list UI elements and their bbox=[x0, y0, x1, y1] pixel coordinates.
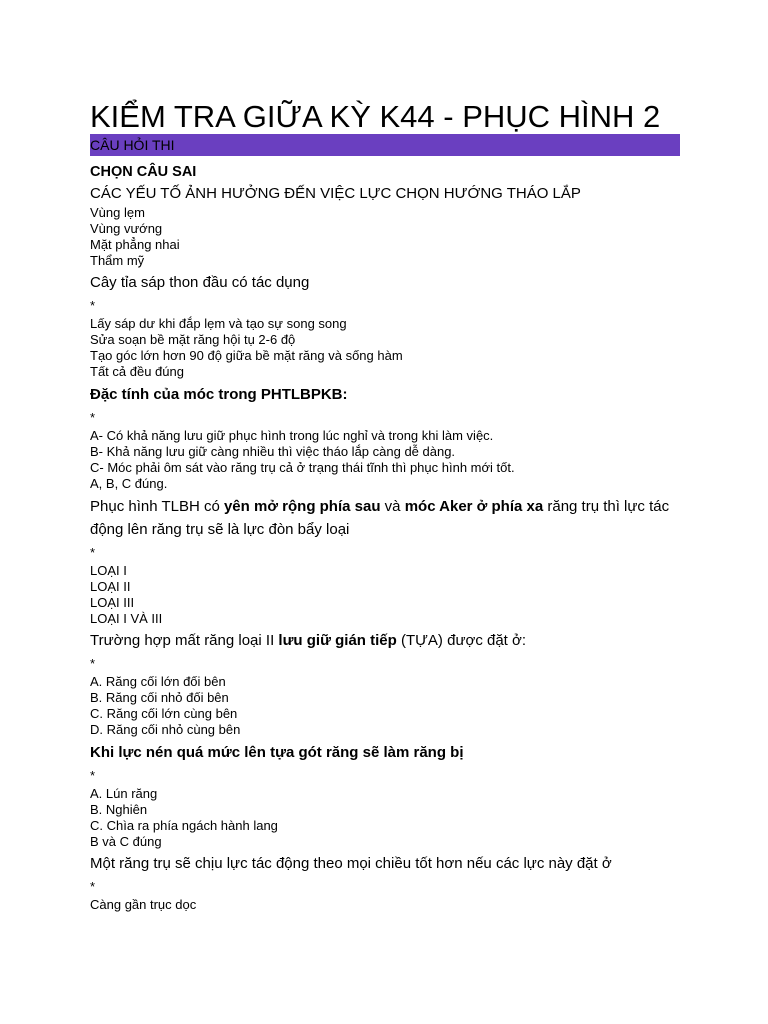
question-6-text: Khi lực nén quá mức lên tựa gót răng sẽ làm răng bị bbox=[90, 744, 464, 761]
option: A. Lún răng bbox=[90, 786, 158, 801]
question-7-text: Một răng trụ sẽ chịu lực tác động theo mọi chiều tốt hơn nếu các lực này đặt ở bbox=[90, 855, 612, 872]
document-page bbox=[90, 98, 680, 913]
option: Tất cả đều đúng bbox=[90, 364, 184, 379]
required-marker: * bbox=[90, 656, 96, 671]
option: Lấy sáp dư khi đắp lẹm và tạo sự song song bbox=[90, 316, 347, 331]
question-4-emphasis: yên mở rộng phía sau bbox=[223, 498, 381, 515]
question-2-text: Cây tỉa sáp thon đầu có tác dụng bbox=[90, 274, 310, 291]
question-5-options bbox=[90, 674, 680, 738]
option: Mặt phẳng nhai bbox=[90, 237, 180, 252]
option: A, B, C đúng. bbox=[90, 476, 168, 491]
section-banner: CÂU HỎI THI bbox=[90, 134, 680, 156]
question-4-part: Phục hình TLBH có bbox=[90, 498, 224, 515]
option: A- Có khả năng lưu giữ phục hình trong lúc nghỉ và trong khi làm việc. bbox=[90, 428, 494, 443]
option: B và C đúng bbox=[90, 834, 162, 849]
question-5-part: Trường hợp mất răng loại II bbox=[90, 632, 279, 649]
option: Thẩm mỹ bbox=[90, 253, 145, 268]
option: Vùng vướng bbox=[90, 221, 163, 236]
question-1-options bbox=[90, 205, 680, 269]
required-marker: * bbox=[90, 545, 96, 560]
option: C. Chìa ra phía ngách hành lang bbox=[90, 818, 278, 833]
required-marker: * bbox=[90, 410, 96, 425]
question-3-text: Đặc tính của móc trong PHTLBPKB: bbox=[90, 386, 348, 403]
option: A. Răng cối lớn đối bên bbox=[90, 674, 226, 689]
question-5-emphasis: lưu giữ gián tiếp bbox=[278, 632, 397, 649]
question-4-part: và bbox=[380, 498, 405, 515]
option: B- Khả năng lưu giữ càng nhiều thì việc tháo lắp càng dễ dàng. bbox=[90, 444, 456, 459]
question-4-text bbox=[90, 495, 680, 541]
option: Sửa soạn bề mặt răng hội tụ 2-6 độ bbox=[90, 332, 296, 347]
option: LOẠI I bbox=[90, 563, 127, 578]
option: LOẠI I VÀ III bbox=[90, 611, 163, 626]
question-5-part: (TỰA) được đặt ở: bbox=[396, 632, 527, 649]
required-marker: * bbox=[90, 879, 96, 894]
question-6-options bbox=[90, 786, 680, 850]
option: C. Răng cối lớn cùng bên bbox=[90, 706, 238, 721]
question-4-part: răng trụ thì lực tác động lên răng trụ sẽ là lực đòn bẩy loại bbox=[90, 498, 670, 538]
question-4-emphasis: móc Aker ở phía xa bbox=[404, 498, 544, 515]
section-heading: CHỌN CÂU SAI bbox=[90, 164, 197, 180]
option: D. Răng cối nhỏ cùng bên bbox=[90, 722, 241, 737]
page-title: KIỂM TRA GIỮA KỲ K44 - PHỤC HÌNH 2 bbox=[90, 99, 661, 134]
question-7-options bbox=[90, 897, 680, 913]
option: LOẠI III bbox=[90, 595, 135, 610]
required-marker: * bbox=[90, 298, 96, 313]
option: Vùng lẹm bbox=[90, 205, 145, 220]
question-1-text: CÁC YẾU TỐ ẢNH HƯỞNG ĐẾN VIỆC LỰC CHỌN HƯỚNG THÁO LẮP bbox=[90, 185, 581, 202]
question-4-options bbox=[90, 563, 680, 627]
question-3-options bbox=[90, 428, 680, 492]
option: B. Nghiên bbox=[90, 802, 148, 817]
question-5-text bbox=[90, 630, 680, 652]
option: B. Răng cối nhỏ đối bên bbox=[90, 690, 229, 705]
question-2-options bbox=[90, 316, 680, 380]
required-marker: * bbox=[90, 768, 96, 783]
option: Tạo góc lớn hơn 90 độ giữa bề mặt răng và sống hàm bbox=[90, 348, 403, 363]
option: Càng gần trục dọc bbox=[90, 897, 197, 912]
option: LOẠI II bbox=[90, 579, 131, 594]
option: C- Móc phải ôm sát vào răng trụ cả ở trạng thái tĩnh thì phục hình mới tốt. bbox=[90, 460, 515, 475]
